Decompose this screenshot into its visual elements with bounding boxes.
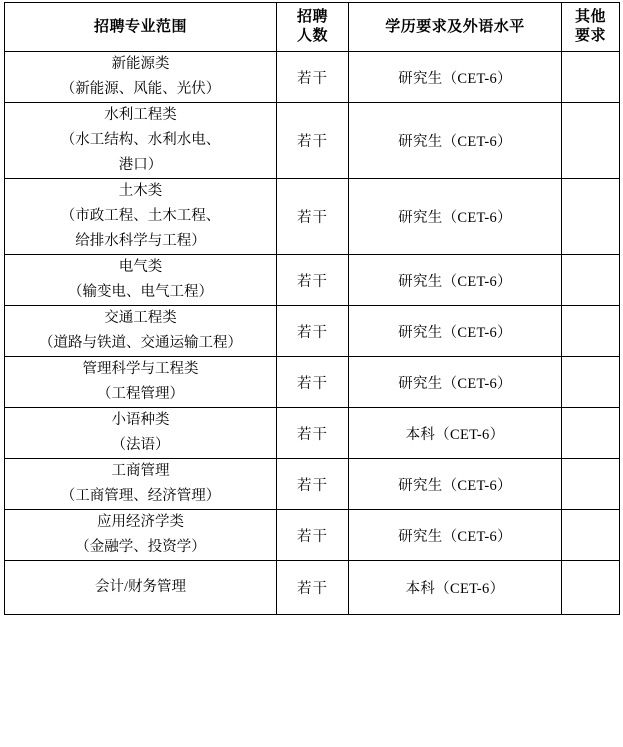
- table-row: [5, 510, 620, 561]
- cell-major: [5, 179, 277, 255]
- major-line: （市政工程、土木工程、: [60, 208, 221, 224]
- cell-other: [562, 255, 620, 306]
- cell-count: 若干: [277, 306, 349, 357]
- major-line: 管理科学与工程类: [82, 361, 199, 377]
- cell-count: 若干: [277, 255, 349, 306]
- cell-major: [5, 52, 277, 103]
- major-line: 给排水科学与工程）: [75, 233, 206, 249]
- column-header-count-line-1: 招聘: [296, 9, 328, 25]
- major-line: （输变电、电气工程）: [68, 284, 213, 300]
- column-header-other-line-1: 其他: [574, 9, 606, 25]
- table-body: [5, 52, 620, 615]
- recruitment-table: [4, 2, 620, 615]
- cell-education: 研究生（CET-6）: [349, 306, 562, 357]
- major-line: 新能源类: [111, 56, 170, 72]
- table-row: [5, 255, 620, 306]
- cell-major: [5, 255, 277, 306]
- cell-education: 研究生（CET-6）: [349, 459, 562, 510]
- cell-major: [5, 103, 277, 179]
- cell-count: 若干: [277, 510, 349, 561]
- major-line: （工商管理、经济管理）: [60, 488, 221, 504]
- major-line: （道路与铁道、交通运输工程）: [39, 335, 242, 351]
- cell-education: 本科（CET-6）: [349, 561, 562, 615]
- cell-count: 若干: [277, 408, 349, 459]
- cell-education: 本科（CET-6）: [349, 408, 562, 459]
- major-line: 小语种类: [111, 412, 170, 428]
- major-line: 会计/财务管理: [94, 579, 187, 595]
- column-header-other: [562, 3, 620, 52]
- cell-other: [562, 561, 620, 615]
- cell-count: 若干: [277, 179, 349, 255]
- column-header-count: [277, 3, 349, 52]
- cell-education: 研究生（CET-6）: [349, 357, 562, 408]
- major-line: （法语）: [111, 437, 170, 453]
- cell-education: 研究生（CET-6）: [349, 52, 562, 103]
- cell-other: [562, 408, 620, 459]
- table-row: [5, 357, 620, 408]
- cell-count: 若干: [277, 459, 349, 510]
- table-row: [5, 408, 620, 459]
- major-line: 应用经济学类: [97, 514, 184, 530]
- cell-education: 研究生（CET-6）: [349, 179, 562, 255]
- cell-major: [5, 306, 277, 357]
- cell-count: 若干: [277, 103, 349, 179]
- cell-other: [562, 510, 620, 561]
- major-line: （工程管理）: [97, 386, 184, 402]
- column-header-education: 学历要求及外语水平: [349, 3, 562, 52]
- major-line: （水工结构、水利水电、: [60, 132, 221, 148]
- table-row: [5, 561, 620, 615]
- cell-major: [5, 561, 277, 615]
- cell-education: 研究生（CET-6）: [349, 103, 562, 179]
- major-line: 港口）: [118, 157, 163, 173]
- cell-other: [562, 52, 620, 103]
- cell-other: [562, 103, 620, 179]
- cell-major: [5, 459, 277, 510]
- cell-other: [562, 179, 620, 255]
- table-row: [5, 459, 620, 510]
- table-row: [5, 306, 620, 357]
- cell-count: 若干: [277, 357, 349, 408]
- column-header-other-line-2: 要求: [574, 28, 606, 44]
- major-line: 工商管理: [111, 463, 170, 479]
- cell-education: 研究生（CET-6）: [349, 510, 562, 561]
- table-row: [5, 179, 620, 255]
- major-line: （金融学、投资学）: [75, 539, 206, 555]
- table-header: [5, 3, 620, 52]
- table-header-row: [5, 3, 620, 52]
- cell-count: 若干: [277, 52, 349, 103]
- cell-major: [5, 408, 277, 459]
- major-line: 交通工程类: [104, 310, 177, 326]
- cell-major: [5, 510, 277, 561]
- major-line: （新能源、风能、光伏）: [60, 81, 221, 97]
- major-line: 电气类: [118, 259, 163, 275]
- cell-major: [5, 357, 277, 408]
- column-header-major: 招聘专业范围: [5, 3, 277, 52]
- major-line: 土木类: [118, 183, 163, 199]
- major-line: 水利工程类: [104, 107, 177, 123]
- table-row: [5, 103, 620, 179]
- document-page: [0, 2, 623, 747]
- cell-other: [562, 459, 620, 510]
- table-row: [5, 52, 620, 103]
- cell-education: 研究生（CET-6）: [349, 255, 562, 306]
- cell-other: [562, 357, 620, 408]
- column-header-count-line-2: 人数: [296, 28, 328, 44]
- cell-other: [562, 306, 620, 357]
- cell-count: 若干: [277, 561, 349, 615]
